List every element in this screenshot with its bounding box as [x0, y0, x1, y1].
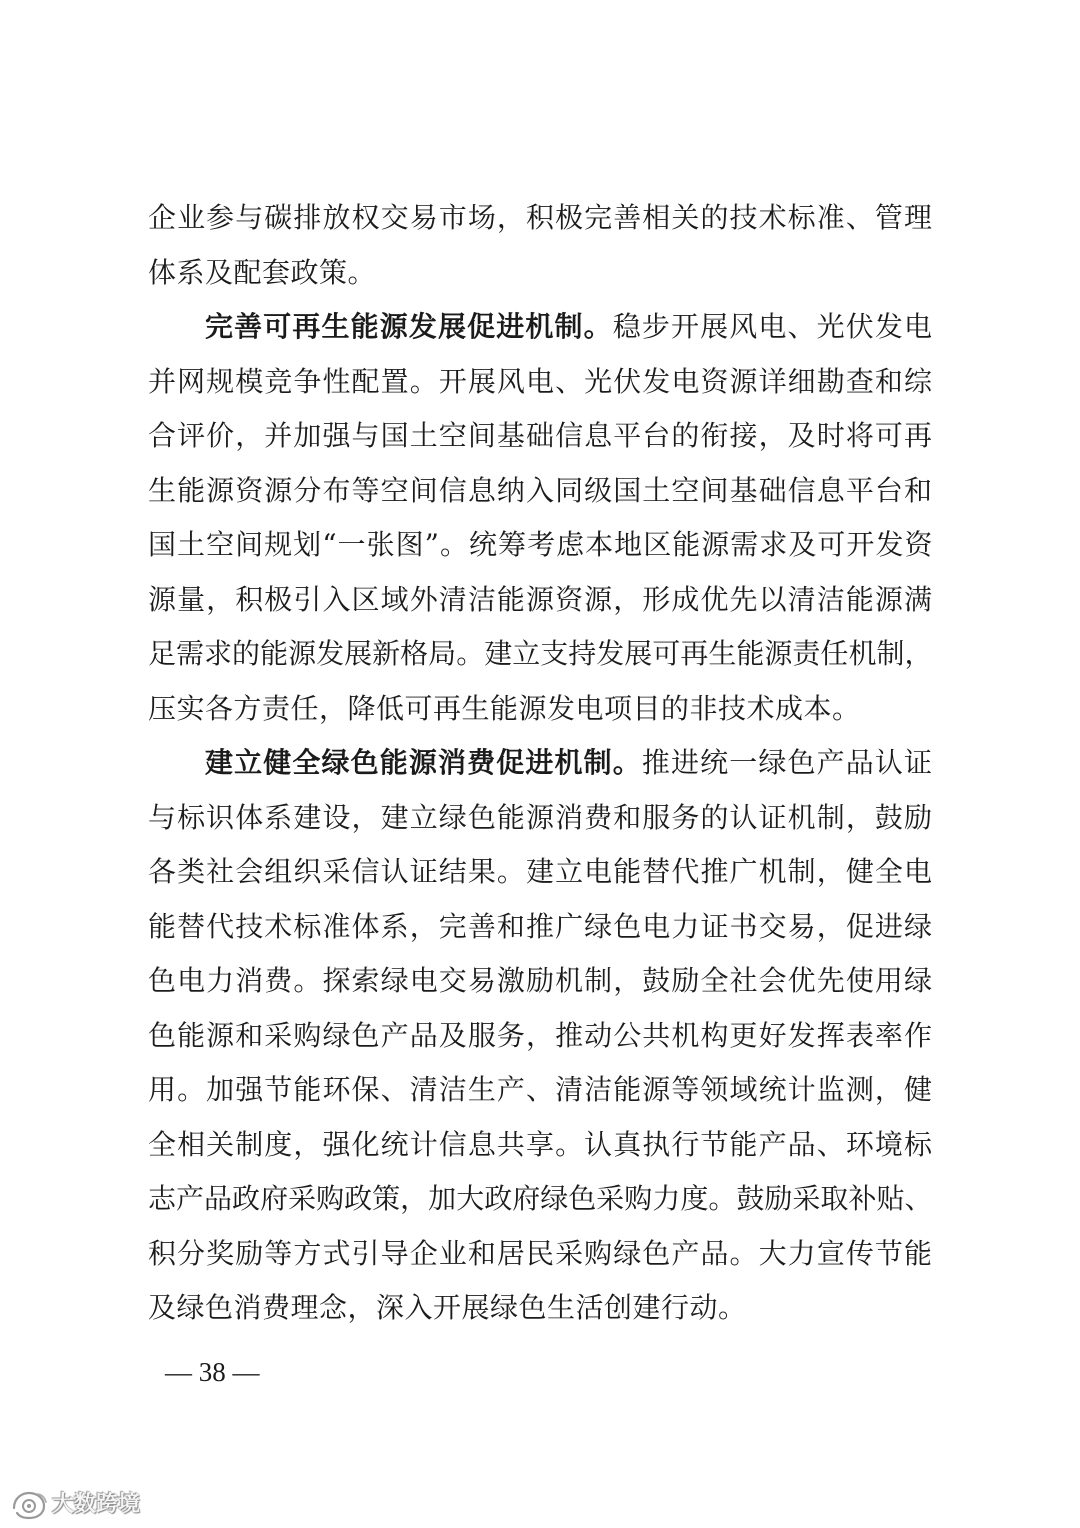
text-line: 足需求的能源发展新格局。建立支持发展可再生能源责任机制，: [148, 637, 932, 670]
paragraph-2: [148, 300, 932, 736]
text-line: 积分奖励等方式引导企业和居民采购绿色产品。大力宣传节能: [148, 1236, 932, 1270]
text-line: 色电力消费。探索绿电交易激励机制，鼓励全社会优先使用绿: [148, 964, 932, 997]
text-line: 生能源资源分布等空间信息纳入同级国土空间基础信息平台和: [148, 473, 932, 507]
text-line: 体系及配套政策。: [148, 255, 377, 289]
text-run: 推进统一绿色产品认证: [641, 746, 932, 779]
watermark-text: 大数跨境: [52, 1492, 141, 1517]
document-body: [148, 191, 932, 1336]
text-line: [148, 736, 932, 791]
text-line: 能替代技术标准体系，完善和推广绿色电力证书交易，促进绿: [148, 909, 932, 943]
paragraph-1: [148, 191, 932, 300]
paragraph-heading: 完善可再生能源发展促进机制。: [205, 310, 613, 343]
watermark-logo-icon: [8, 1488, 50, 1522]
text-line: 各类社会组织采信认证结果。建立电能替代推广机制，健全电: [148, 855, 932, 888]
text-run: 稳步开展风电、光伏发电: [612, 310, 932, 343]
text-line: 合评价，并加强与国土空间基础信息平台的衔接，及时将可再: [148, 419, 932, 452]
page-number: — 38 —: [165, 1357, 260, 1387]
text-line: 与标识体系建设，建立绿色能源消费和服务的认证机制，鼓励: [148, 800, 932, 834]
text-line: 色能源和采购绿色产品及服务，推动公共机构更好发挥表率作: [148, 1018, 932, 1052]
paragraph-heading: 建立健全绿色能源消费促进机制。: [205, 746, 642, 779]
text-line: 并网规模竞争性配置。开展风电、光伏发电资源详细勘查和综: [148, 364, 932, 398]
text-line: 用。加强节能环保、清洁生产、清洁能源等领域统计监测，健: [148, 1073, 932, 1106]
text-line: 国土空间规划“一张图”。统筹考虑本地区能源需求及可开发资: [148, 528, 932, 561]
text-line: 源量，积极引入区域外清洁能源资源，形成优先以清洁能源满: [148, 582, 932, 616]
text-line: 及绿色消费理念，深入开展绿色生活创建行动。: [148, 1291, 747, 1324]
paragraph-3: [148, 736, 932, 1336]
text-line: 全相关制度，强化统计信息共享。认真执行节能产品、环境标: [148, 1127, 932, 1161]
text-line: [148, 300, 932, 355]
text-line: 志产品政府采购政策，加大政府绿色采购力度。鼓励采取补贴、: [148, 1182, 932, 1215]
text-line: 企业参与碳排放权交易市场，积极完善相关的技术标准、管理: [148, 201, 932, 234]
text-line: 压实各方责任，降低可再生能源发电项目的非技术成本。: [148, 691, 861, 725]
